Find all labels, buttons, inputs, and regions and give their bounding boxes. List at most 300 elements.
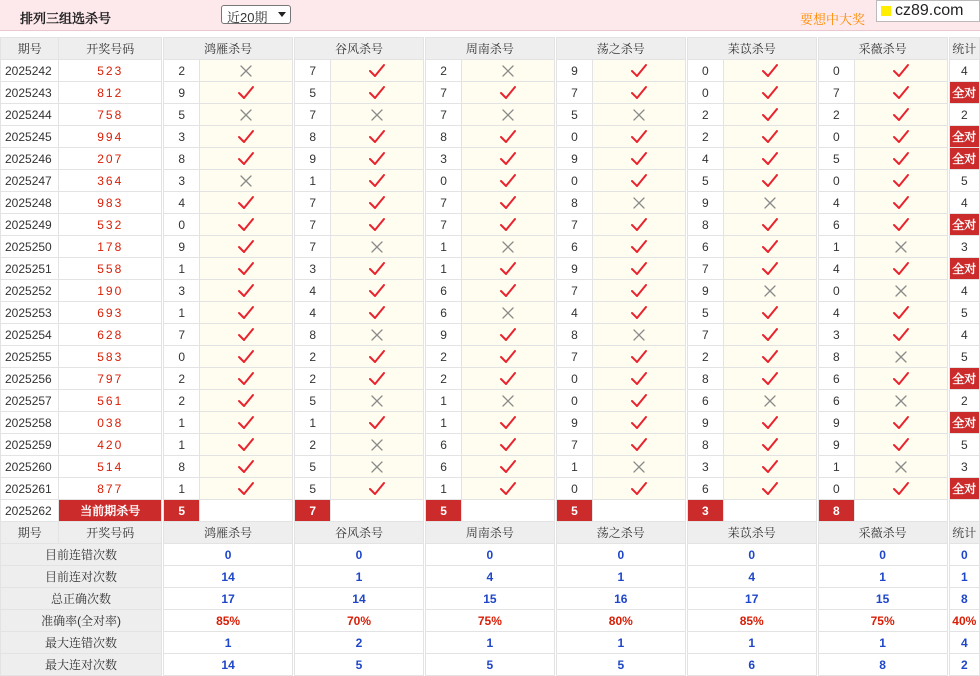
row-stat-cell: 2 [949, 390, 979, 412]
table-row [1, 280, 980, 302]
cross-icon [462, 60, 555, 82]
check-icon [724, 302, 817, 324]
kill-number-cell: 0 [556, 368, 592, 390]
check-icon [593, 390, 686, 412]
kill-number-cell: 4 [556, 302, 592, 324]
kill-number-cell: 1 [295, 170, 331, 192]
check-icon [331, 412, 424, 434]
table-row [1, 412, 980, 434]
kill-number-cell: 8 [687, 434, 723, 456]
table-row [1, 236, 980, 258]
check-icon [724, 60, 817, 82]
current-period-row [1, 500, 980, 522]
kill-number-cell: 5 [687, 302, 723, 324]
summary-stat: 2 [949, 654, 979, 676]
check-icon [854, 214, 947, 236]
kill-number-cell: 6 [818, 368, 854, 390]
kill-number-cell: 3 [164, 280, 200, 302]
kill-number-cell: 4 [818, 302, 854, 324]
kill-number-cell: 4 [164, 192, 200, 214]
check-icon [331, 60, 424, 82]
all-correct-badge: 全对 [949, 412, 979, 434]
kill-number-cell: 7 [687, 258, 723, 280]
check-icon [593, 126, 686, 148]
header-row [1, 38, 980, 60]
column-header-expert: 苿苡杀号 [687, 38, 816, 60]
chevron-down-icon [278, 12, 286, 17]
kill-number-cell: 1 [425, 258, 461, 280]
kill-number-cell: 2 [425, 368, 461, 390]
table-row [1, 148, 980, 170]
kill-number-cell: 7 [295, 214, 331, 236]
summary-value: 1 [818, 632, 947, 654]
kill-number-cell: 8 [425, 126, 461, 148]
period-cell: 2025253 [1, 302, 59, 324]
table-row [1, 126, 980, 148]
summary-value: 17 [687, 588, 816, 610]
kill-number-cell: 0 [818, 126, 854, 148]
summary-value: 1 [425, 632, 554, 654]
kill-number-cell: 8 [687, 214, 723, 236]
summary-value: 1 [687, 632, 816, 654]
kill-number-cell: 0 [818, 60, 854, 82]
period-range-value: 近20期 [227, 10, 268, 25]
draw-code-cell: 583 [59, 346, 162, 368]
check-icon [854, 192, 947, 214]
current-kill-label: 当前期杀号 [59, 500, 162, 522]
check-icon [200, 368, 293, 390]
period-cell: 2025243 [1, 82, 59, 104]
kill-number-cell: 5 [687, 170, 723, 192]
check-icon [593, 214, 686, 236]
kill-number-cell: 6 [425, 280, 461, 302]
draw-code-cell: 514 [59, 456, 162, 478]
summary-label: 准确率(全对率) [1, 610, 162, 632]
kill-number-cell: 8 [164, 148, 200, 170]
table-row [1, 104, 980, 126]
check-icon [331, 192, 424, 214]
draw-code-cell: 628 [59, 324, 162, 346]
kill-number-cell: 7 [295, 192, 331, 214]
check-icon [200, 236, 293, 258]
summary-value: 0 [818, 544, 947, 566]
cross-icon [854, 390, 947, 412]
check-icon [462, 82, 555, 104]
kill-number-cell: 7 [556, 346, 592, 368]
check-icon [593, 368, 686, 390]
cross-icon [331, 390, 424, 412]
cross-icon [593, 192, 686, 214]
check-icon [854, 478, 947, 500]
kill-number-cell: 1 [556, 456, 592, 478]
summary-value: 15 [818, 588, 947, 610]
check-icon [593, 280, 686, 302]
current-kill-number: 5 [164, 500, 200, 522]
current-kill-number: 5 [556, 500, 592, 522]
check-icon [462, 126, 555, 148]
column-header-expert: 采薇杀号 [818, 522, 947, 544]
kill-number-cell: 2 [818, 104, 854, 126]
kill-number-cell: 0 [164, 214, 200, 236]
summary-value: 15 [425, 588, 554, 610]
summary-row [1, 544, 980, 566]
check-icon [200, 346, 293, 368]
kill-number-cell: 1 [425, 412, 461, 434]
period-cell: 2025261 [1, 478, 59, 500]
check-icon [854, 412, 947, 434]
check-icon [200, 434, 293, 456]
summary-value: 85% [687, 610, 816, 632]
kill-number-cell: 3 [687, 456, 723, 478]
check-icon [462, 434, 555, 456]
cross-icon [854, 456, 947, 478]
column-header-expert: 鸿雁杀号 [164, 522, 293, 544]
period-cell: 2025244 [1, 104, 59, 126]
check-icon [724, 434, 817, 456]
cross-icon [593, 456, 686, 478]
all-correct-badge: 全对 [949, 148, 979, 170]
kill-number-cell: 5 [818, 148, 854, 170]
column-header-expert: 苿苡杀号 [687, 522, 816, 544]
check-icon [462, 170, 555, 192]
draw-code-cell: 038 [59, 412, 162, 434]
promo-link[interactable]: 要想中大奖 [800, 12, 866, 27]
all-correct-badge: 全对 [949, 368, 979, 390]
check-icon [200, 324, 293, 346]
column-header-stats: 统计 [949, 522, 979, 544]
kill-number-cell: 9 [164, 82, 200, 104]
summary-label: 最大连错次数 [1, 632, 162, 654]
kill-number-cell: 8 [556, 192, 592, 214]
summary-value: 1 [556, 632, 685, 654]
check-icon [462, 368, 555, 390]
kill-number-cell: 7 [556, 434, 592, 456]
kill-number-cell: 2 [164, 60, 200, 82]
draw-code-cell: 758 [59, 104, 162, 126]
row-stat-cell: 5 [949, 170, 979, 192]
kill-number-cell: 9 [295, 148, 331, 170]
summary-row [1, 654, 980, 676]
current-kill-number: 5 [425, 500, 461, 522]
empty-cell [593, 500, 686, 522]
check-icon [462, 456, 555, 478]
kill-number-cell: 5 [295, 390, 331, 412]
kill-number-cell: 7 [556, 82, 592, 104]
column-header-expert: 采薇杀号 [818, 38, 947, 60]
summary-stat: 0 [949, 544, 979, 566]
kill-number-cell: 8 [164, 456, 200, 478]
cross-icon [331, 236, 424, 258]
summary-value: 0 [295, 544, 424, 566]
kill-number-cell: 4 [687, 148, 723, 170]
check-icon [331, 280, 424, 302]
kill-number-cell: 6 [687, 390, 723, 412]
check-icon [200, 390, 293, 412]
kill-number-cell: 1 [818, 456, 854, 478]
kill-number-cell: 1 [164, 302, 200, 324]
kill-number-cell: 4 [295, 280, 331, 302]
check-icon [593, 170, 686, 192]
check-icon [593, 236, 686, 258]
kill-number-cell: 1 [295, 412, 331, 434]
row-stat-cell: 4 [949, 60, 979, 82]
draw-code-cell: 178 [59, 236, 162, 258]
kill-number-cell: 2 [687, 126, 723, 148]
kill-number-cell: 7 [295, 60, 331, 82]
check-icon [200, 456, 293, 478]
check-icon [854, 258, 947, 280]
kill-number-cell: 3 [818, 324, 854, 346]
summary-value: 8 [818, 654, 947, 676]
kill-number-cell: 1 [164, 412, 200, 434]
kill-number-cell: 7 [425, 104, 461, 126]
check-icon [331, 214, 424, 236]
check-icon [724, 104, 817, 126]
summary-label: 目前连错次数 [1, 544, 162, 566]
check-icon [854, 324, 947, 346]
cross-icon [462, 236, 555, 258]
check-icon [462, 192, 555, 214]
kill-number-cell: 8 [295, 324, 331, 346]
period-cell: 2025259 [1, 434, 59, 456]
check-icon [854, 104, 947, 126]
check-icon [593, 412, 686, 434]
all-correct-badge: 全对 [949, 258, 979, 280]
period-cell: 2025250 [1, 236, 59, 258]
check-icon [724, 346, 817, 368]
table-row [1, 346, 980, 368]
summary-value: 2 [295, 632, 424, 654]
summary-stat: 1 [949, 566, 979, 588]
check-icon [854, 302, 947, 324]
kill-number-cell: 0 [164, 346, 200, 368]
period-range-select[interactable] [221, 5, 291, 24]
column-header-expert: 周南杀号 [425, 38, 554, 60]
column-header-period: 期号 [1, 522, 59, 544]
kill-number-cell: 7 [556, 280, 592, 302]
table-row [1, 390, 980, 412]
check-icon [724, 412, 817, 434]
period-cell: 2025242 [1, 60, 59, 82]
logo-text: cz89.com [895, 2, 964, 19]
kill-number-cell: 9 [818, 412, 854, 434]
kill-number-cell: 2 [687, 346, 723, 368]
draw-code-cell: 207 [59, 148, 162, 170]
draw-code-cell: 877 [59, 478, 162, 500]
kill-number-cell: 7 [425, 82, 461, 104]
column-header-expert: 周南杀号 [425, 522, 554, 544]
summary-value: 85% [164, 610, 293, 632]
check-icon [854, 434, 947, 456]
cross-icon [331, 434, 424, 456]
kill-number-cell: 0 [556, 478, 592, 500]
cross-icon [462, 302, 555, 324]
summary-value: 5 [425, 654, 554, 676]
row-stat-cell: 2 [949, 104, 979, 126]
check-icon [200, 478, 293, 500]
check-icon [200, 412, 293, 434]
kill-number-cell: 0 [556, 170, 592, 192]
summary-value: 14 [164, 566, 293, 588]
kill-number-cell: 4 [818, 192, 854, 214]
check-icon [854, 368, 947, 390]
period-cell: 2025260 [1, 456, 59, 478]
draw-code-cell: 558 [59, 258, 162, 280]
cross-icon [462, 104, 555, 126]
check-icon [462, 214, 555, 236]
row-stat-cell: 3 [949, 456, 979, 478]
check-icon [331, 258, 424, 280]
column-header-period: 期号 [1, 38, 59, 60]
draw-code-cell: 812 [59, 82, 162, 104]
kill-number-cell: 7 [818, 82, 854, 104]
cross-icon [200, 60, 293, 82]
kill-number-cell: 4 [295, 302, 331, 324]
draw-code-cell: 561 [59, 390, 162, 412]
kill-number-cell: 3 [164, 126, 200, 148]
empty-cell [949, 500, 979, 522]
kill-number-cell: 7 [295, 104, 331, 126]
cross-icon [331, 456, 424, 478]
check-icon [331, 302, 424, 324]
kill-number-cell: 8 [818, 346, 854, 368]
cross-icon [462, 390, 555, 412]
column-header-expert: 荡之杀号 [556, 522, 685, 544]
empty-cell [854, 500, 947, 522]
row-stat-cell: 5 [949, 434, 979, 456]
column-header-expert: 谷风杀号 [295, 38, 424, 60]
check-icon [200, 148, 293, 170]
kill-number-cell: 9 [556, 412, 592, 434]
period-cell: 2025246 [1, 148, 59, 170]
period-cell: 2025257 [1, 390, 59, 412]
kill-number-cell: 3 [425, 148, 461, 170]
kill-number-cell: 6 [425, 456, 461, 478]
kill-number-cell: 8 [687, 368, 723, 390]
period-cell: 2025247 [1, 170, 59, 192]
summary-row [1, 566, 980, 588]
kill-number-cell: 2 [295, 346, 331, 368]
check-icon [200, 280, 293, 302]
all-correct-badge: 全对 [949, 214, 979, 236]
summary-value: 6 [687, 654, 816, 676]
summary-value: 80% [556, 610, 685, 632]
check-icon [854, 82, 947, 104]
period-cell: 2025256 [1, 368, 59, 390]
cross-icon [200, 104, 293, 126]
summary-stat: 40% [949, 610, 979, 632]
row-stat-cell: 5 [949, 346, 979, 368]
summary-value: 1 [295, 566, 424, 588]
summary-row [1, 610, 980, 632]
table-row [1, 214, 980, 236]
summary-value: 0 [425, 544, 554, 566]
table-row [1, 434, 980, 456]
check-icon [593, 478, 686, 500]
table-row [1, 324, 980, 346]
table-row [1, 82, 980, 104]
kill-number-cell: 0 [425, 170, 461, 192]
kill-number-cell: 2 [164, 390, 200, 412]
row-stat-cell: 3 [949, 236, 979, 258]
check-icon [462, 478, 555, 500]
check-icon [331, 170, 424, 192]
summary-value: 1 [818, 566, 947, 588]
summary-stat: 4 [949, 632, 979, 654]
check-icon [724, 478, 817, 500]
cross-icon [200, 170, 293, 192]
draw-code-cell: 532 [59, 214, 162, 236]
kill-number-cell: 1 [164, 478, 200, 500]
period-cell: 2025255 [1, 346, 59, 368]
kill-number-cell: 1 [425, 478, 461, 500]
summary-value: 14 [164, 654, 293, 676]
column-header-code: 开奖号码 [59, 522, 162, 544]
check-icon [462, 258, 555, 280]
summary-value: 1 [556, 566, 685, 588]
draw-code-cell: 523 [59, 60, 162, 82]
summary-value: 0 [164, 544, 293, 566]
kill-number-cell: 9 [556, 258, 592, 280]
kill-number-cell: 9 [687, 280, 723, 302]
kill-number-cell: 6 [425, 302, 461, 324]
kill-number-cell: 2 [295, 368, 331, 390]
kill-number-cell: 9 [687, 192, 723, 214]
check-icon [200, 258, 293, 280]
kill-number-cell: 4 [818, 258, 854, 280]
kill-number-cell: 5 [164, 104, 200, 126]
check-icon [593, 148, 686, 170]
summary-value: 4 [687, 566, 816, 588]
kill-number-cell: 7 [425, 192, 461, 214]
check-icon [462, 324, 555, 346]
check-icon [854, 170, 947, 192]
column-header-expert: 谷风杀号 [295, 522, 424, 544]
check-icon [200, 214, 293, 236]
kill-number-cell: 6 [556, 236, 592, 258]
kill-number-cell: 9 [425, 324, 461, 346]
period-cell: 2025254 [1, 324, 59, 346]
check-icon [593, 434, 686, 456]
kill-number-cell: 6 [687, 478, 723, 500]
kill-number-cell: 2 [425, 346, 461, 368]
summary-value: 4 [425, 566, 554, 588]
summary-value: 14 [295, 588, 424, 610]
check-icon [200, 82, 293, 104]
draw-code-cell: 797 [59, 368, 162, 390]
period-cell: 2025251 [1, 258, 59, 280]
summary-row [1, 632, 980, 654]
check-icon [854, 60, 947, 82]
check-icon [200, 192, 293, 214]
period-cell: 2025248 [1, 192, 59, 214]
kill-number-cell: 6 [818, 214, 854, 236]
cross-icon [331, 324, 424, 346]
column-header-expert: 鸿雁杀号 [164, 38, 293, 60]
current-kill-number: 7 [295, 500, 331, 522]
cross-icon [593, 104, 686, 126]
summary-value: 1 [164, 632, 293, 654]
cross-icon [724, 390, 817, 412]
row-stat-cell: 5 [949, 302, 979, 324]
page-title: 排列三组选杀号 [20, 11, 112, 26]
site-logo[interactable] [876, 0, 980, 22]
kill-number-cell: 2 [164, 368, 200, 390]
kill-number-cell: 5 [295, 478, 331, 500]
empty-cell [331, 500, 424, 522]
kill-number-cell: 0 [556, 126, 592, 148]
header-row [1, 522, 980, 544]
